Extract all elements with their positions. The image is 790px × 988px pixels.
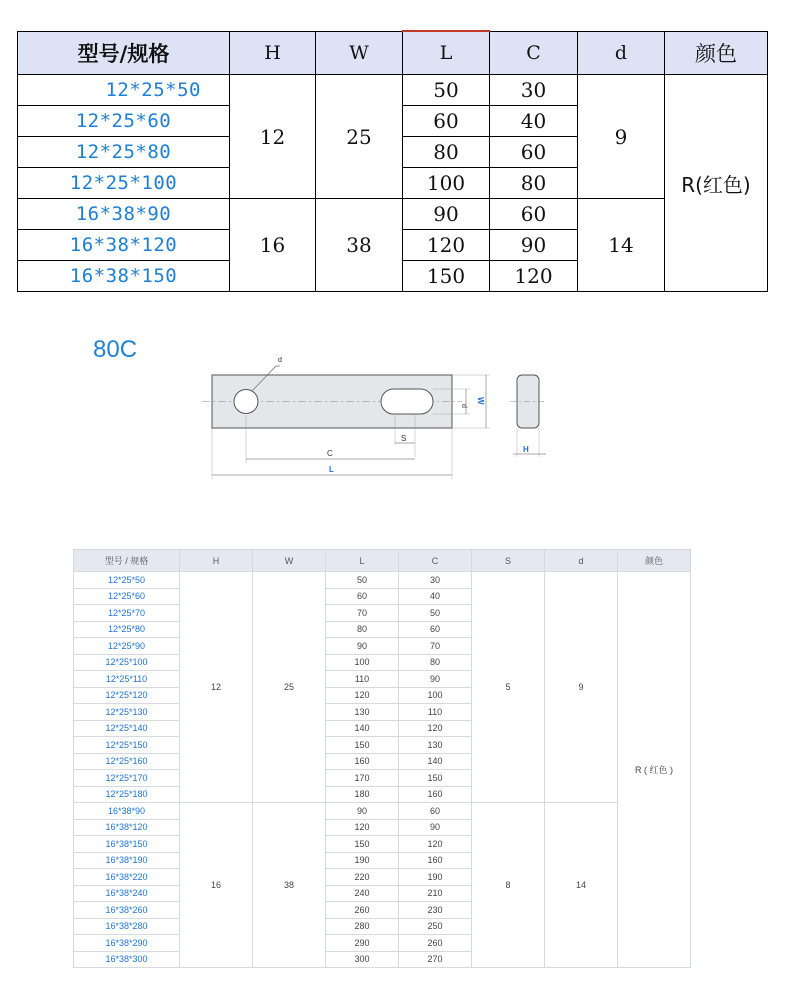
l-cell: 60 — [403, 106, 490, 137]
round-hole — [234, 390, 258, 414]
c-cell: 40 — [490, 106, 578, 137]
l-cell: 50 — [403, 75, 490, 106]
l-cell: 120 — [326, 819, 399, 836]
l-cell: 150 — [326, 836, 399, 853]
slot-hole — [381, 389, 433, 414]
c-cell: 120 — [399, 836, 472, 853]
l-cell: 90 — [326, 803, 399, 820]
c-cell: 190 — [399, 869, 472, 886]
header-l: L — [403, 31, 490, 75]
header-c: C — [399, 550, 472, 572]
spec-cell: 12*25*180 — [74, 786, 180, 803]
table-row — [18, 199, 768, 230]
c-cell: 270 — [399, 951, 472, 968]
header-color: 颜色 — [618, 550, 691, 572]
c-cell: 30 — [399, 572, 472, 589]
color-cell: R(红色) — [665, 75, 768, 292]
h-cell: 16 — [230, 199, 316, 292]
w-cell: 25 — [253, 572, 326, 803]
spec-cell: 16*38*260 — [74, 902, 180, 919]
spec-cell: 12*25*120 — [74, 687, 180, 704]
d-cell: 9 — [578, 75, 665, 199]
spec-cell: 12*25*90 — [74, 638, 180, 655]
spec-cell: 16*38*120 — [74, 819, 180, 836]
d-side-label: d — [460, 404, 467, 408]
d-cell: 14 — [578, 199, 665, 292]
spec-cell: 12*25*160 — [74, 753, 180, 770]
spec-cell: 12*25*80 — [18, 137, 230, 168]
c-cell: 90 — [399, 819, 472, 836]
header-w: W — [316, 31, 403, 75]
spec-cell: 12*25*60 — [74, 588, 180, 605]
spec-cell: 12*25*110 — [74, 671, 180, 688]
l-cell: 170 — [326, 770, 399, 787]
header-color: 颜色 — [665, 31, 768, 75]
header-h: H — [180, 550, 253, 572]
spec-cell: 12*25*50 — [74, 572, 180, 589]
d-cell: 9 — [545, 572, 618, 803]
h-cell: 16 — [180, 803, 253, 968]
l-cell: 150 — [403, 261, 490, 292]
h-cell: 12 — [180, 572, 253, 803]
c-cell: 90 — [490, 230, 578, 261]
c-cell: 100 — [399, 687, 472, 704]
c-cell: 70 — [399, 638, 472, 655]
l-cell: 80 — [403, 137, 490, 168]
spec-cell: 16*38*240 — [74, 885, 180, 902]
c-cell: 90 — [399, 671, 472, 688]
w-label: W — [476, 397, 485, 405]
c-cell: 140 — [399, 753, 472, 770]
spec-cell: 12*25*130 — [74, 704, 180, 721]
header-w: W — [253, 550, 326, 572]
l-cell: 190 — [326, 852, 399, 869]
l-cell: 130 — [326, 704, 399, 721]
header-c: C — [490, 31, 578, 75]
l-cell: 60 — [326, 588, 399, 605]
spec-cell: 16*38*280 — [74, 918, 180, 935]
c-cell: 40 — [399, 588, 472, 605]
c-cell: 160 — [399, 786, 472, 803]
l-cell: 180 — [326, 786, 399, 803]
w-cell: 25 — [316, 75, 403, 199]
header-l: L — [326, 550, 399, 572]
l-cell: 50 — [326, 572, 399, 589]
d-cell: 14 — [545, 803, 618, 968]
spec-cell: 12*25*150 — [74, 737, 180, 754]
l-cell: 110 — [326, 671, 399, 688]
table-header-row — [74, 550, 691, 572]
table-row — [74, 572, 691, 589]
header-d: d — [545, 550, 618, 572]
color-cell: R ( 红色 ) — [618, 572, 691, 968]
c-cell: 120 — [399, 720, 472, 737]
spec-cell: 12*25*140 — [74, 720, 180, 737]
spec-cell: 16*38*150 — [18, 261, 230, 292]
l-cell: 140 — [326, 720, 399, 737]
c-cell: 80 — [490, 168, 578, 199]
spec-table-main — [17, 30, 768, 292]
technical-drawing — [200, 345, 560, 485]
table-header-row — [18, 31, 768, 75]
h-label: H — [523, 445, 529, 454]
l-cell: 160 — [326, 753, 399, 770]
l-label: L — [329, 465, 334, 474]
spec-cell: 16*38*190 — [74, 852, 180, 869]
table2-body — [74, 572, 691, 968]
spec-table-extended — [73, 549, 691, 968]
spec-cell: 12*25*50 — [18, 75, 230, 106]
spec-cell: 16*38*90 — [18, 199, 230, 230]
c-cell: 50 — [399, 605, 472, 622]
d-label: d — [278, 357, 282, 364]
c-cell: 60 — [399, 803, 472, 820]
l-cell: 240 — [326, 885, 399, 902]
spec-cell: 12*25*100 — [74, 654, 180, 671]
l-cell: 90 — [403, 199, 490, 230]
spec-cell: 12*25*100 — [18, 168, 230, 199]
c-cell: 80 — [399, 654, 472, 671]
l-cell: 120 — [326, 687, 399, 704]
l-cell: 70 — [326, 605, 399, 622]
s-label: S — [401, 434, 407, 443]
l-cell: 280 — [326, 918, 399, 935]
spec-cell: 12*25*70 — [74, 605, 180, 622]
l-cell: 220 — [326, 869, 399, 886]
c-cell: 60 — [490, 137, 578, 168]
c-cell: 150 — [399, 770, 472, 787]
l-cell: 300 — [326, 951, 399, 968]
s-cell: 5 — [472, 572, 545, 803]
spec-cell: 16*38*300 — [74, 951, 180, 968]
spec-cell: 16*38*150 — [74, 836, 180, 853]
table-row — [18, 75, 768, 106]
l-cell: 90 — [326, 638, 399, 655]
c-cell: 130 — [399, 737, 472, 754]
l-cell: 290 — [326, 935, 399, 952]
c-cell: 110 — [399, 704, 472, 721]
l-cell: 260 — [326, 902, 399, 919]
header-model: 型号 / 规格 — [74, 550, 180, 572]
c-cell: 30 — [490, 75, 578, 106]
c-cell: 230 — [399, 902, 472, 919]
spec-cell: 16*38*120 — [18, 230, 230, 261]
table-row — [74, 803, 691, 820]
spec-cell: 16*38*290 — [74, 935, 180, 952]
c-cell: 260 — [399, 935, 472, 952]
c-cell: 210 — [399, 885, 472, 902]
c-label: C — [327, 449, 333, 458]
w-cell: 38 — [316, 199, 403, 292]
spec-cell: 12*25*170 — [74, 770, 180, 787]
header-h: H — [230, 31, 316, 75]
model-label: 80C — [93, 336, 138, 363]
spec-cell: 16*38*220 — [74, 869, 180, 886]
l-cell: 80 — [326, 621, 399, 638]
spec-cell: 16*38*90 — [74, 803, 180, 820]
l-cell: 120 — [403, 230, 490, 261]
spec-cell: 12*25*80 — [74, 621, 180, 638]
l-cell: 150 — [326, 737, 399, 754]
spec-cell: 12*25*60 — [18, 106, 230, 137]
l-cell: 100 — [403, 168, 490, 199]
header-s: S — [472, 550, 545, 572]
h-cell: 12 — [230, 75, 316, 199]
header-model: 型号/规格 — [18, 31, 230, 75]
c-cell: 60 — [399, 621, 472, 638]
header-d: d — [578, 31, 665, 75]
s-cell: 8 — [472, 803, 545, 968]
c-cell: 160 — [399, 852, 472, 869]
c-cell: 120 — [490, 261, 578, 292]
c-cell: 60 — [490, 199, 578, 230]
c-cell: 250 — [399, 918, 472, 935]
w-cell: 38 — [253, 803, 326, 968]
l-cell: 100 — [326, 654, 399, 671]
